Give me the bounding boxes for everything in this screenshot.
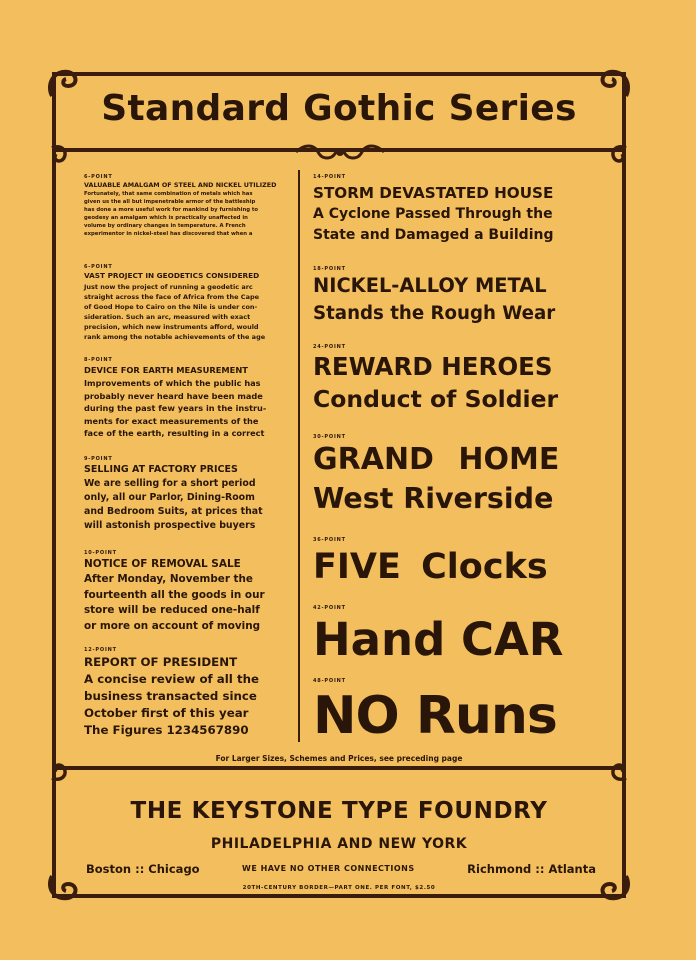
specimen-line: GRAND HOME [313,442,560,477]
body-line: store will be reduced one-half [84,604,260,616]
right-specimen-42 [313,605,603,669]
specimen-heading: SELLING AT FACTORY PRICES [84,464,238,475]
specimen-line: FIVE Clocks [313,547,548,587]
body-line: volume by ordinary changes in temperature. A French [84,223,246,229]
point-size-label: 6-POINT [84,264,113,270]
body-line: The Figures 1234567890 [84,723,249,737]
specimen-line: NO Runs [313,686,557,746]
body-line: A concise review of all the [84,672,259,686]
specimen-body [84,572,284,634]
foundry-cities: PHILADELPHIA AND NEW YORK [210,836,468,852]
specimen-line: State and Damaged a Building [313,227,554,243]
specimen-heading: DEVICE FOR EARTH MEASUREMENT [84,365,248,375]
footnote: For Larger Sizes, Schemes and Prices, see preceding page [215,754,463,763]
specimen-line: Stands the Rough Wear [313,303,556,324]
body-line: fourteenth all the goods in our [84,588,265,601]
specimen-heading: NOTICE OF REMOVAL SALE [84,558,241,570]
footer-divider [52,766,626,770]
right-specimen-14 [313,174,603,246]
body-line: during the past few years in the instru- [84,403,267,413]
body-line: or more on account of moving [84,619,261,632]
point-size-label: 18-POINT [313,266,346,272]
specimen-body [84,671,284,739]
specimen-body [84,377,284,440]
body-line: sideration. Such an arc, measured with exact [84,313,251,321]
body-line: precision, which new instruments afford, would [84,323,259,331]
body-line: We are selling for a short period [84,478,256,489]
body-line: given us the all but impenetrable armor of the battleship [84,199,256,205]
left-specimen-10 [84,550,284,634]
point-size-label: 42-POINT [313,605,346,611]
body-line: has done a more useful work for mankind by furnishing to [84,207,259,213]
body-line: of Good Hope to Cairo on the Nile is under con- [84,303,258,311]
point-size-label: 24-POINT [313,344,346,350]
right-specimen-36 [313,537,603,591]
specimen-line: STORM DEVASTATED HOUSE [313,184,554,202]
body-line: rank among the notable achievements of the age [84,333,266,341]
point-size-label: 30-POINT [313,434,346,440]
left-mid-ornament [46,142,86,170]
specimen-line: A Cyclone Passed Through the [313,206,553,222]
point-size-label: 10-POINT [84,550,117,556]
foundry-name: THE KEYSTONE TYPE FOUNDRY [130,798,548,824]
body-line: geodesy an amalgam which is practically unaffected in [84,215,248,221]
body-line: and Bedroom Suits, at prices that [84,506,263,517]
body-line: business transacted since [84,689,257,703]
specimen-body [84,282,284,342]
top-center-ornament [292,142,388,162]
body-line: ments for exact measurements of the [84,415,259,426]
point-size-label: 36-POINT [313,537,346,543]
left-specimen-9 [84,456,284,533]
top-border [52,72,626,76]
specimen-line: REWARD HEROES [313,352,553,381]
body-line: Improvements of which the public has [84,378,261,388]
branch-right: Richmond :: Atlanta [467,862,596,876]
point-size-label: 6-POINT [84,174,113,180]
specimen-body [84,477,284,533]
page-title: Standard Gothic Series [101,88,577,129]
point-size-label: 14-POINT [313,174,346,180]
body-line: Just now the project of running a geodetic arc [84,283,253,291]
left-specimen-8 [84,357,284,440]
specimen-line: NICKEL-ALLOY METAL [313,274,547,297]
point-size-label: 48-POINT [313,678,346,684]
left-specimen-6a [84,174,284,238]
body-line: straight across the face of Africa from the Cape [84,293,260,301]
point-size-label: 9-POINT [84,456,113,462]
body-line: experimentor in nickel-steel has discovered that when a [84,231,253,237]
specimen-heading: REPORT OF PRESIDENT [84,655,238,669]
border-price-note: 20TH-CENTURY BORDER—PART ONE. PER FONT, $2.50 [242,885,436,891]
point-size-label: 12-POINT [84,647,117,653]
specimen-line: Conduct of Soldier [313,385,559,413]
connections-note: WE HAVE NO OTHER CONNECTIONS [242,864,415,873]
body-line: will astonish prospective buyers [84,520,256,531]
left-specimen-6b [84,264,284,342]
right-specimen-18 [313,266,603,328]
right-mid-ornament [592,142,632,170]
body-line: probably never heard have been made [84,390,263,401]
right-specimen-30 [313,434,603,518]
bottom-border [52,894,626,898]
branch-left: Boston :: Chicago [86,862,200,876]
right-specimen-48 [313,678,603,748]
body-line: Fortunately, that same combination of metals which has [84,191,253,197]
point-size-label: 8-POINT [84,357,113,363]
specimen-heading: VALUABLE AMALGAM OF STEEL AND NICKEL UTILIZED [84,181,277,189]
body-line: only, all our Parlor, Dining-Room [84,492,255,503]
specimen-line: Hand CAR [313,613,564,666]
specimen-heading: VAST PROJECT IN GEODETICS CONSIDERED [84,271,260,280]
left-specimen-12 [84,647,284,739]
body-line: After Monday, November the [84,573,253,585]
specimen-line: West Riverside [313,482,554,515]
branch-offices [86,862,596,878]
column-divider [298,170,300,742]
body-line: October first of this year [84,706,249,720]
right-specimen-24 [313,344,603,416]
body-line: face of the earth, resulting in a correct [84,428,265,438]
specimen-body [84,190,284,238]
